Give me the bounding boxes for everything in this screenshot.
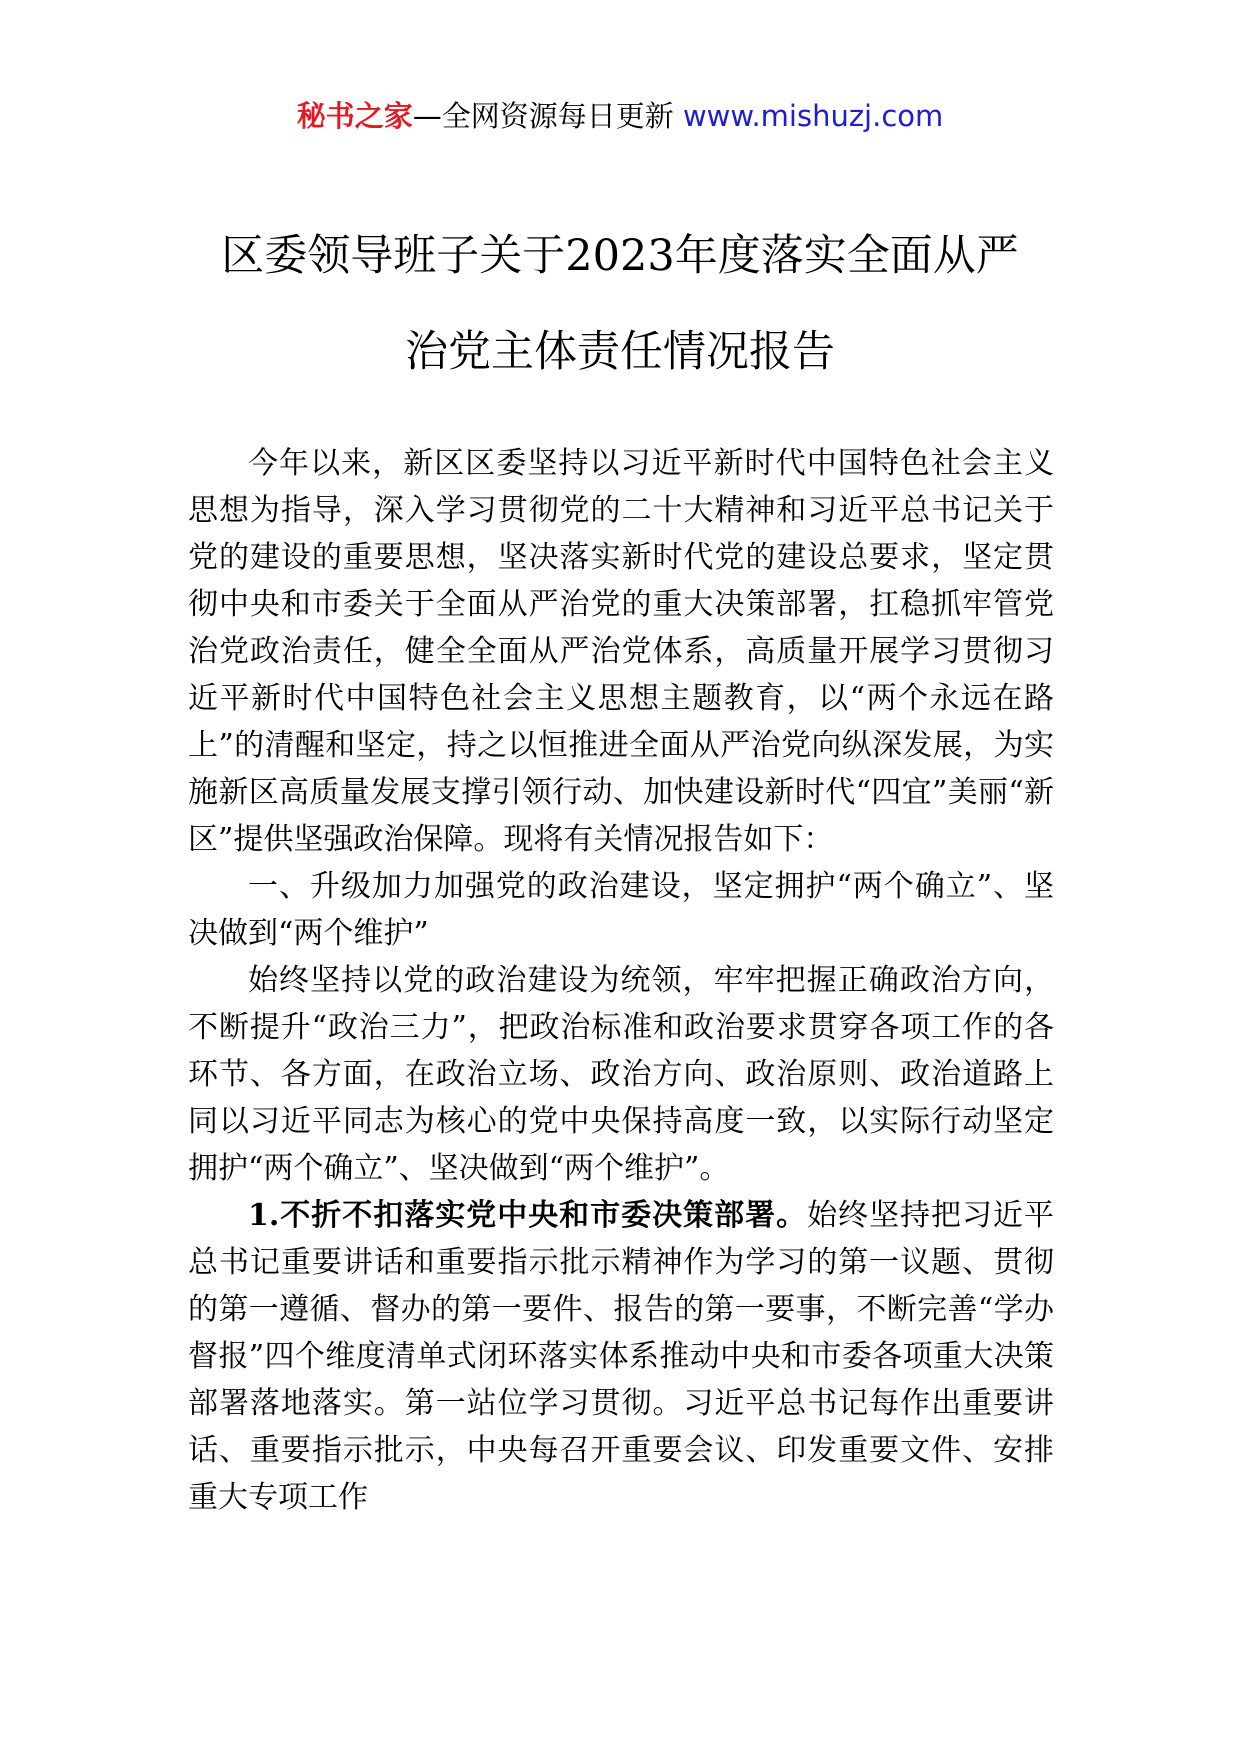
subsection-1-paragraph xyxy=(188,1192,1054,1521)
section-1-paragraph xyxy=(188,957,1054,1192)
section-1-paragraph-text: 始终坚持以党的政治建设为统领，牢牢把握正确政治方向，不断提升“政治三力”，把政治标准和政治要求贯穿各项工作的各环节、各方面，在政治立场、政治方向、政治原则、政治道路上同以习近平同志为核心的党中央保持高度一致，以实际行动坚定拥护“两个确立”、坚决做到“两个维护”。 xyxy=(188,963,1054,1186)
section-heading-1-text: 一、升级加力加强党的政治建设，坚定拥护“两个确立”、坚决做到“两个维护” xyxy=(188,869,1054,951)
document-title-line-1: 区委领导班子关于2023年度落实全面从严 xyxy=(221,231,1019,281)
subsection-1-heading: 1.不折不扣落实党中央和市委决策部署。 xyxy=(248,1198,808,1233)
intro-paragraph xyxy=(188,440,1054,863)
subsection-1-text: 始终坚持把习近平总书记重要讲话和重要指示批示精神作为学习的第一议题、贯彻的第一遵循、督办的第一要件、报告的第一要事，不断完善“学办督报”四个维度清单式闭环落实体系推动中央和市委各项重大决策部署落地落实。第一站位学习贯彻。习近平总书记每作出重要讲话、重要指示批示，中央每召开重要会议、印发重要文件、安排重大专项工作 xyxy=(188,1198,1055,1515)
site-tagline: —全网资源每日更新 xyxy=(412,99,674,133)
document-title xyxy=(180,208,1060,400)
intro-paragraph-text: 今年以来，新区区委坚持以习近平新时代中国特色社会主义思想为指导，深入学习贯彻党的二十大精神和习近平总书记关于党的建设的重要思想，坚决落实新时代党的建设总要求，坚定贯彻中央和市委关于全面从严治党的重大决策部署，扛稳抓牢管党治党政治责任，健全全面从严治党体系，高质量开展学习贯彻习近平新时代中国特色社会主义思想主题教育，以“两个永远在路上”的清醒和坚定，持之以恒推进全面从严治党向纵深发展，为实施新区高质量发展支撑引领行动、加快建设新时代“四宜”美丽“新区”提供坚强政治保障。现将有关情况报告如下： xyxy=(188,446,1054,857)
site-header xyxy=(0,96,1240,136)
document-title-line-2: 治党主体责任情况报告 xyxy=(405,327,835,377)
site-brand: 秘书之家 xyxy=(296,99,413,133)
site-url-link[interactable]: www.mishuzj.com xyxy=(682,99,944,133)
document-body xyxy=(188,440,1054,1521)
section-heading-1 xyxy=(188,863,1054,957)
